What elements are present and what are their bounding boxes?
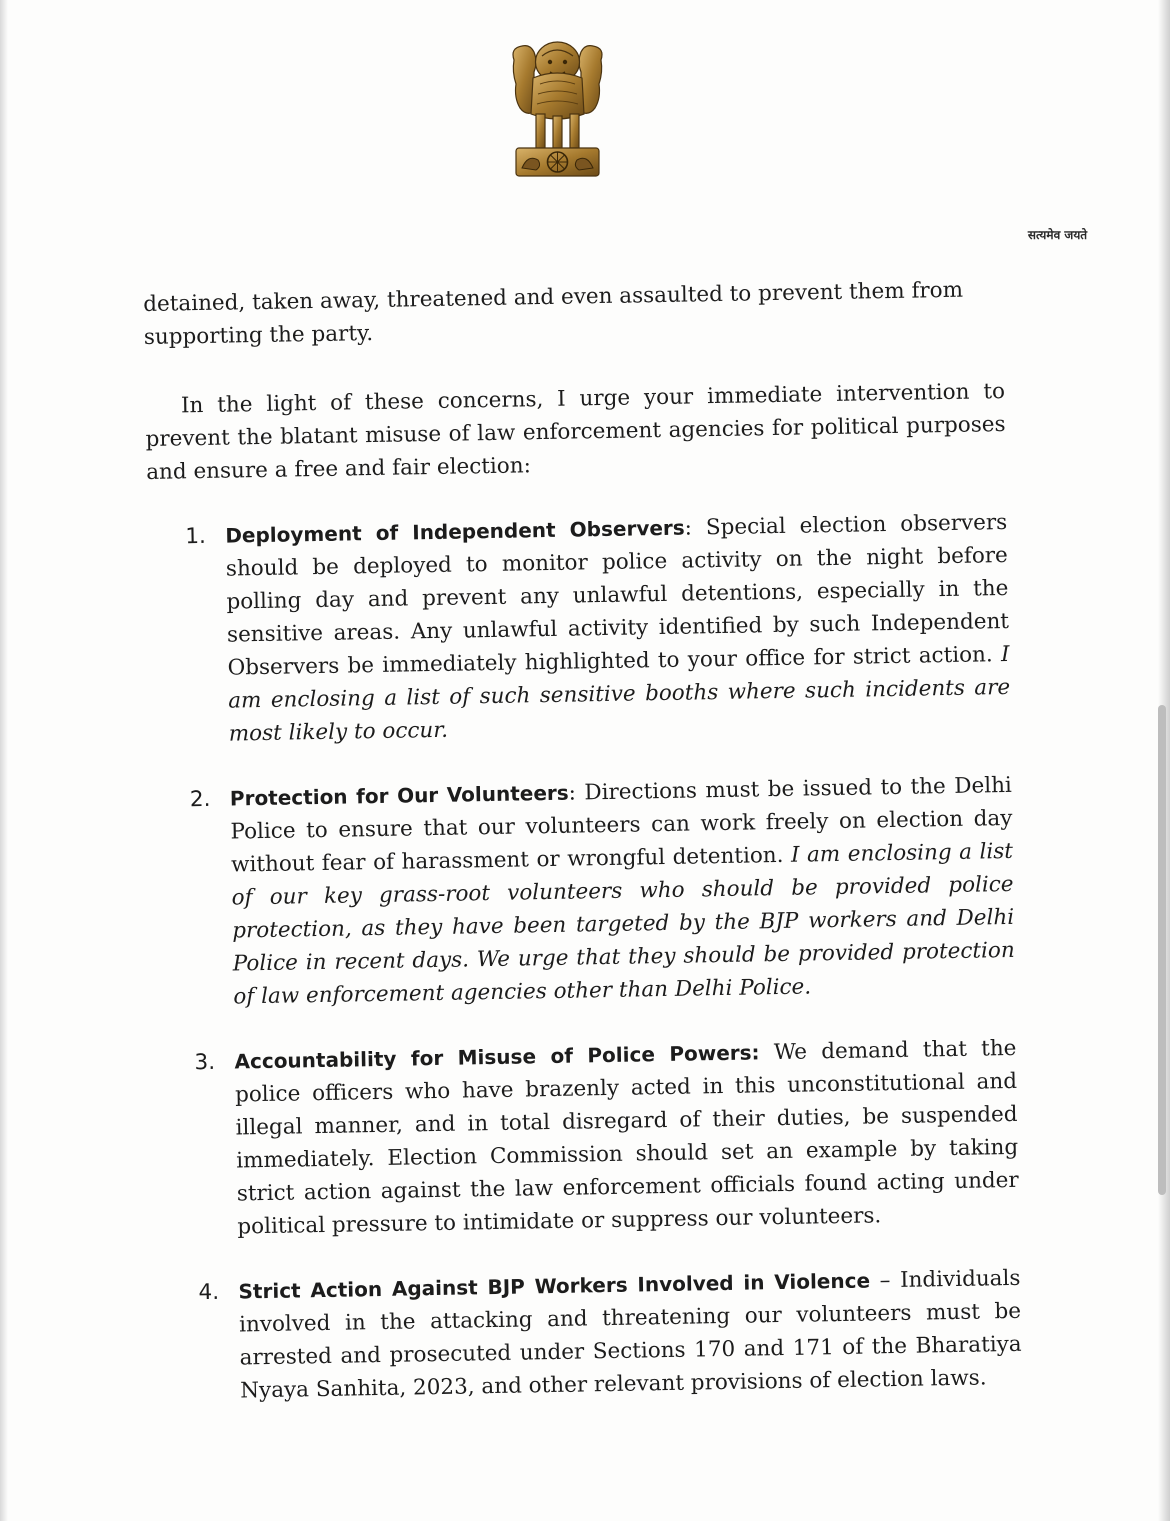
item-text: Individuals involved in the attacking and threatening our volunteers must be arrested and prosecuted under Sections 170 and 171 of the Bharatiya Nyaya Sanhita, 2023, and other relevant provisions of election laws.: [238, 1265, 1022, 1404]
demands-list: [147, 506, 1022, 1409]
item-text: Special election observers should be deployed to monitor police activity on the night before polling day and prevent any unlawful detentions, especially in the sensitive areas. Any unlawful activity identified by such Independent Observers be immediately highlighted to your office for strict action.: [225, 509, 1010, 681]
item-heading: Deployment of Independent Observers: [225, 515, 685, 548]
item-separator: :: [568, 780, 577, 806]
item-italic-note: I am enclosing a list of such sensitive booths where such incidents are most likely to occur.: [228, 641, 1011, 747]
item-separator: –: [869, 1268, 891, 1294]
item-separator: :: [684, 515, 693, 541]
continuation-paragraph: detained, taken away, threatened and even assaulted to prevent them from supporting the party.: [143, 277, 964, 350]
list-item: [156, 1032, 1019, 1245]
state-emblem-logo: [500, 38, 1088, 242]
letter-body: [143, 273, 1023, 1441]
lion-capital-icon: [500, 38, 615, 188]
item-heading: Strict Action Against BJP Workers Involved in Violence: [238, 1268, 871, 1304]
item-number: 4.: [198, 1279, 220, 1306]
item-heading: Accountability for Misuse of Police Powers:: [234, 1040, 760, 1074]
item-italic-note: I am enclosing a list of our key grass-root volunteers who should be provided police protection, as they have been targeted by the BJP workers and Delhi Police in recent days. We urge that they should be provided protection of law enforcement agencies other than Delhi Police.: [231, 838, 1015, 1010]
list-item: [147, 506, 1011, 752]
intro-paragraph: In the light of these concerns, I urge your immediate intervention to prevent the blatant misuse of law enforcement agencies for political purposes and ensure a free and fair election:: [145, 378, 1006, 485]
emblem-motto: सत्यमेव जयते: [1027, 228, 1088, 242]
item-number: 2.: [189, 786, 211, 813]
item-number: 1.: [185, 523, 207, 550]
list-item: [160, 1262, 1022, 1409]
item-heading: Protection for Our Volunteers: [229, 780, 569, 811]
item-number: 3.: [194, 1049, 216, 1076]
list-item: [152, 769, 1016, 1015]
page-edge-left: [0, 0, 8, 1521]
item-text: We demand that the police officers who have brazenly acted in this unconstitutional and illegal manner, and in total disregard of their duties, be suspended immediately. Election Commission should set an example by taking strict action against the law enforcement officials found acting under political pressure to intimidate or suppress our volunteers.: [234, 1035, 1019, 1240]
scrollbar-thumb[interactable]: [1158, 705, 1166, 1195]
item-text: Directions must be issued to the Delhi Police to ensure that our volunteers can work freely on election day without fear of harassment or wrongful detention.: [230, 772, 1013, 878]
